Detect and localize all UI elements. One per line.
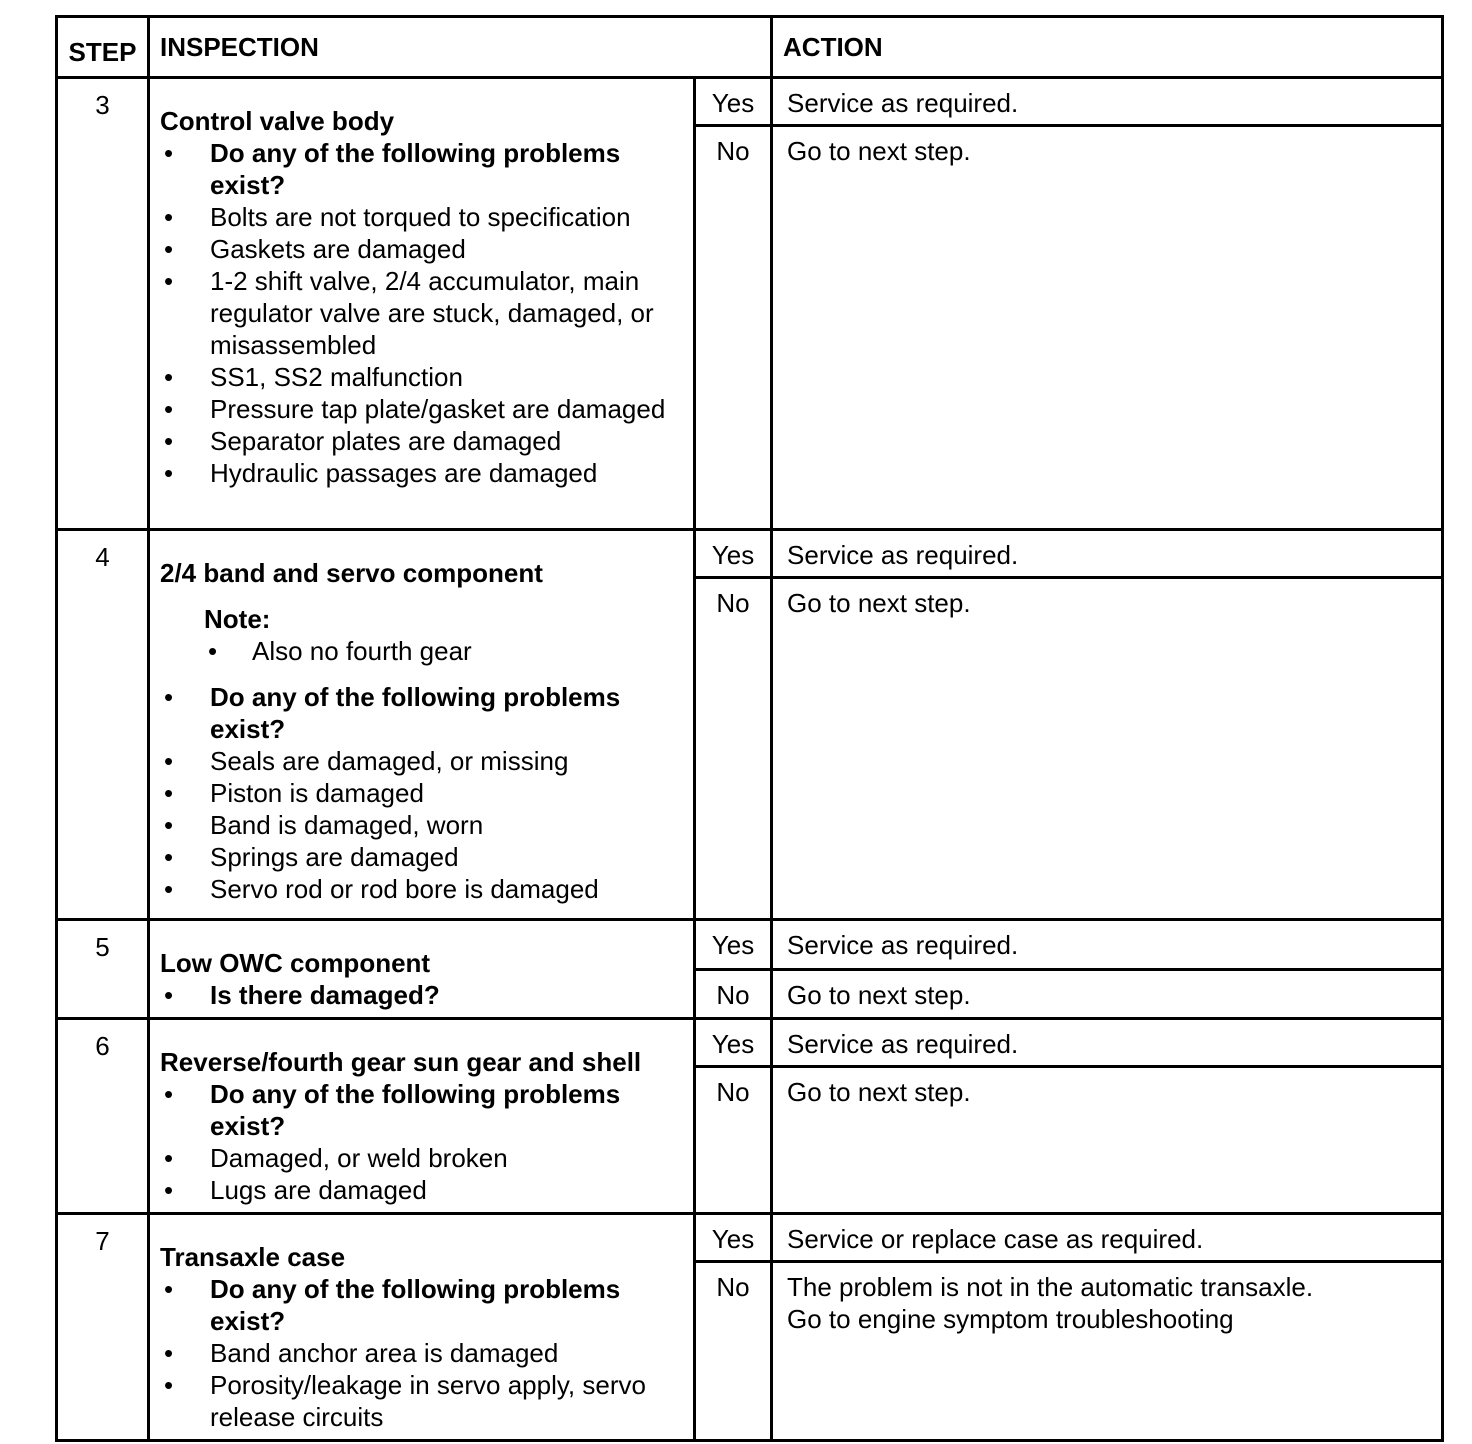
header-action: ACTION (772, 17, 1443, 78)
list-item: • Band is damaged, worn (160, 809, 681, 841)
yes-action: Service as required. (772, 78, 1443, 126)
question-item: • Do any of the following problems exist? (160, 1078, 681, 1142)
bullet-icon: • (164, 1370, 174, 1400)
bullet-icon: • (164, 746, 174, 776)
yes-label: Yes (695, 530, 772, 578)
question-item: • Do any of the following problems exist? (160, 681, 681, 745)
yes-action: Service or replace case as required. (772, 1214, 1443, 1262)
bullet-icon: • (164, 1175, 174, 1205)
inspection-title: Low OWC component (160, 948, 431, 978)
inspection-cell (149, 1019, 695, 1214)
note-item: • Also no fourth gear (204, 635, 681, 667)
bullet-icon: • (164, 778, 174, 808)
list-item: • Damaged, or weld broken (160, 1142, 681, 1174)
list-item: • Springs are damaged (160, 841, 681, 873)
bullet-icon: • (208, 636, 218, 666)
inspection-cell (149, 1214, 695, 1441)
inspection-cell (149, 920, 695, 1019)
bullet-icon: • (164, 1143, 174, 1173)
bullet-icon: • (164, 1079, 174, 1109)
bullet-icon: • (164, 874, 174, 904)
yes-action: Service as required. (772, 920, 1443, 970)
bullet-icon: • (164, 682, 174, 712)
header-row (57, 17, 1443, 78)
no-label: No (695, 578, 772, 920)
step-number: 5 (57, 920, 149, 1019)
no-action: Go to next step. (772, 969, 1443, 1019)
diagnostic-table (55, 15, 1444, 1442)
step-number: 4 (57, 530, 149, 920)
no-label: No (695, 969, 772, 1019)
bullet-icon: • (164, 394, 174, 424)
no-action: Go to next step. (772, 578, 1443, 920)
step-row (57, 1019, 1443, 1067)
step-number: 3 (57, 78, 149, 530)
list-item: • Separator plates are damaged (160, 425, 681, 457)
no-label: No (695, 1262, 772, 1441)
inspection-title: Reverse/fourth gear sun gear and shell (160, 1047, 642, 1077)
step-row (57, 78, 1443, 126)
list-item: • Gaskets are damaged (160, 233, 681, 265)
bullet-icon: • (164, 810, 174, 840)
step-number: 6 (57, 1019, 149, 1214)
bullet-icon: • (164, 458, 174, 488)
list-item: • Band anchor area is damaged (160, 1337, 681, 1369)
no-action-line-2: Go to engine symptom troubleshooting (787, 1304, 1234, 1335)
yes-action: Service as required. (772, 1019, 1443, 1067)
inspection-title: Transaxle case (160, 1242, 346, 1272)
no-action: Go to next step. (772, 126, 1443, 530)
list-item: • Piston is damaged (160, 777, 681, 809)
diagnostic-table-sheet (55, 15, 1441, 1432)
bullet-icon: • (164, 426, 174, 456)
note-block (204, 603, 681, 667)
no-label: No (695, 126, 772, 530)
yes-label: Yes (695, 78, 772, 126)
bullet-icon: • (164, 980, 174, 1010)
list-item: • Lugs are damaged (160, 1174, 681, 1206)
step-row (57, 920, 1443, 970)
inspection-cell (149, 78, 695, 530)
inspection-title: 2/4 band and servo component (160, 558, 543, 588)
yes-label: Yes (695, 920, 772, 970)
list-item: • Pressure tap plate/gasket are damaged (160, 393, 681, 425)
note-label: Note: (204, 604, 271, 634)
bullet-icon: • (164, 202, 174, 232)
bullet-icon: • (164, 234, 174, 264)
list-item: • Servo rod or rod bore is damaged (160, 873, 681, 905)
yes-action: Service as required. (772, 530, 1443, 578)
no-action: Go to next step. (772, 1067, 1443, 1214)
step-row (57, 530, 1443, 578)
no-action: The problem is not in the automatic transaxle. (787, 1272, 1314, 1303)
list-item: • 1-2 shift valve, 2/4 accumulator, main regulator valve are stuck, damaged, or misassembled (160, 265, 681, 361)
list-item: • SS1, SS2 malfunction (160, 361, 681, 393)
question-item: • Is there damaged? (160, 979, 681, 1011)
bullet-icon: • (164, 138, 174, 168)
no-action-cell (772, 1262, 1443, 1441)
yes-label: Yes (695, 1214, 772, 1262)
list-item: • Seals are damaged, or missing (160, 745, 681, 777)
question-item: • Do any of the following problems exist? (160, 137, 681, 201)
header-inspection: INSPECTION (149, 17, 772, 78)
bullet-icon: • (164, 266, 174, 296)
question-item: • Do any of the following problems exist? (160, 1273, 681, 1337)
inspection-title: Control valve body (160, 106, 395, 136)
step-row (57, 1214, 1443, 1262)
no-label: No (695, 1067, 772, 1214)
list-item: • Porosity/leakage in servo apply, servo release circuits (160, 1369, 681, 1433)
bullet-icon: • (164, 362, 174, 392)
inspection-cell (149, 530, 695, 920)
bullet-icon: • (164, 1338, 174, 1368)
list-item: • Bolts are not torqued to specification (160, 201, 681, 233)
bullet-icon: • (164, 1274, 174, 1304)
header-step: STEP (57, 17, 149, 78)
list-item: • Hydraulic passages are damaged (160, 457, 681, 489)
yes-label: Yes (695, 1019, 772, 1067)
bullet-icon: • (164, 842, 174, 872)
step-number: 7 (57, 1214, 149, 1441)
